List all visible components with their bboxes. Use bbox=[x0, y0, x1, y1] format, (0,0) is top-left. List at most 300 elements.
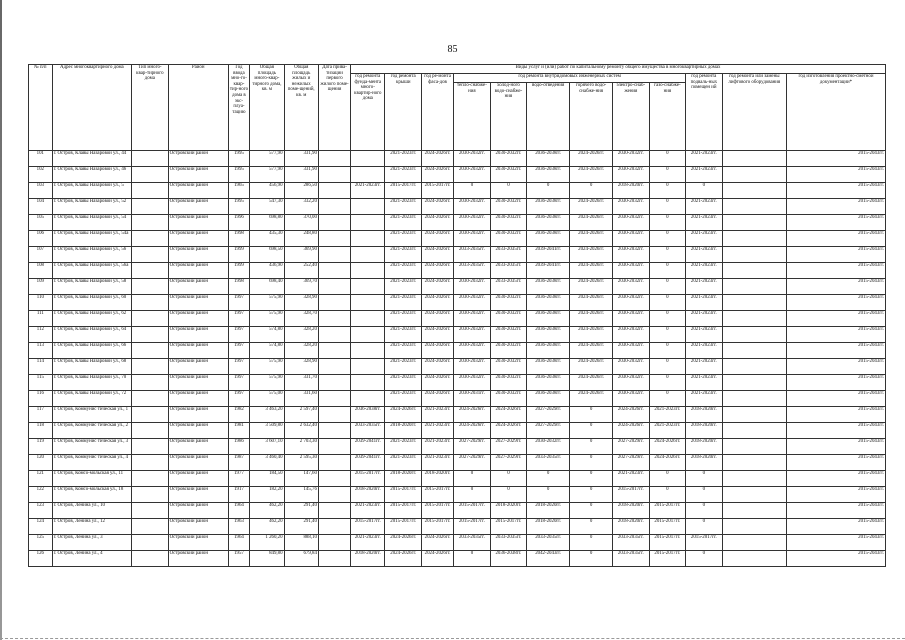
cell-cw: 2030-2032гг. bbox=[490, 167, 527, 183]
cell-n: 108 bbox=[29, 263, 53, 279]
cell-bas: 2021-2023гг. bbox=[686, 167, 723, 183]
cell-fac: 2024-2026гг. bbox=[421, 199, 453, 215]
cell-la: 331,60 bbox=[284, 391, 318, 407]
cell-type bbox=[132, 487, 169, 503]
cell-docs: 2015-2043гг. bbox=[787, 535, 886, 551]
cell-hw: 2024-2026гг. bbox=[570, 199, 613, 215]
cell-n: 105 bbox=[29, 215, 53, 231]
cell-dist: Островский район bbox=[168, 295, 228, 311]
cell-type bbox=[132, 183, 169, 199]
cell-fac: 2015-2017гг. bbox=[421, 183, 453, 199]
cell-fnd bbox=[351, 247, 385, 263]
cell-yb: 1999 bbox=[228, 263, 249, 279]
col-roof: год ремонта крыши bbox=[385, 74, 422, 151]
cell-la: 145,76 bbox=[284, 487, 318, 503]
cell-ta: 462,20 bbox=[250, 519, 284, 535]
cell-roof: 2021-2023гг. bbox=[385, 263, 422, 279]
cell-cw: 2030-2032гг. bbox=[490, 375, 527, 391]
cell-sew: 2036-2038гг. bbox=[527, 375, 570, 391]
cell-cw: 2030-2032гг. bbox=[490, 295, 527, 311]
cell-n: 116 bbox=[29, 391, 53, 407]
table-row bbox=[29, 503, 886, 519]
cell-gas: 0 bbox=[649, 327, 686, 343]
cell-hw: 2024-2026гг. bbox=[570, 343, 613, 359]
cell-bas: 0 bbox=[686, 551, 723, 567]
cell-lift bbox=[722, 423, 786, 439]
cell-la: 147,60 bbox=[284, 471, 318, 487]
cell-gas: 0 bbox=[649, 151, 686, 167]
cell-type bbox=[132, 343, 169, 359]
cell-lift bbox=[722, 327, 786, 343]
cell-addr: г. Остров, Клавы Назаровой ул., 52 bbox=[52, 199, 131, 215]
cell-fnd bbox=[351, 311, 385, 327]
cell-hw: 2024-2026гг. bbox=[570, 247, 613, 263]
col-type: Тип много-квар-тирного дома bbox=[132, 65, 169, 151]
cell-lift bbox=[722, 247, 786, 263]
cell-ta: 456,90 bbox=[250, 183, 284, 199]
cell-yb: 1957 bbox=[228, 551, 249, 567]
cell-la: 328,90 bbox=[284, 295, 318, 311]
cell-sew: 2036-2038гг. bbox=[527, 279, 570, 295]
cell-type bbox=[132, 551, 169, 567]
cell-el: 2018-2020гг. bbox=[613, 183, 650, 199]
cell-hw: 2024-2026гг. bbox=[570, 167, 613, 183]
cell-docs: 2015-2043гг. bbox=[787, 471, 886, 487]
cell-fnd bbox=[351, 343, 385, 359]
cell-gas: 0 bbox=[649, 215, 686, 231]
cell-bas: 2021-2023гг. bbox=[686, 391, 723, 407]
cell-fac: 2024-2026гг. bbox=[421, 311, 453, 327]
cell-cw: 0 bbox=[490, 183, 527, 199]
table-row bbox=[29, 471, 886, 487]
col-year-built: Год ввода мно-го-квар-тир-ного дома в экс-плуа-тацию bbox=[228, 65, 249, 151]
cell-gas: 0 bbox=[649, 183, 686, 199]
cell-bas: 2021-2023гг. bbox=[686, 375, 723, 391]
cell-pd bbox=[318, 215, 350, 231]
cell-docs: 2015-2043гг. bbox=[787, 439, 886, 455]
cell-yb: 1998 bbox=[228, 279, 249, 295]
cell-fac: 2021-2023гг. bbox=[421, 423, 453, 439]
cell-addr: г. Остров, Клавы Назаровой ул., 60 bbox=[52, 295, 131, 311]
cell-bas: 2021-2023гг. bbox=[686, 215, 723, 231]
cell-el: 2018-2020гг. bbox=[613, 503, 650, 519]
table-row bbox=[29, 183, 886, 199]
cell-bas: 2021-2023гг. bbox=[686, 199, 723, 215]
cell-gas: 0 bbox=[649, 471, 686, 487]
cell-n: 121 bbox=[29, 471, 53, 487]
cell-roof: 2015-2017гг. bbox=[385, 183, 422, 199]
cell-dist: Островский район bbox=[168, 455, 228, 471]
cell-fac: 2021-2023гг. bbox=[421, 407, 453, 423]
cell-cw: 0 bbox=[490, 471, 527, 487]
cell-gas: 2015-2017гг. bbox=[649, 551, 686, 567]
cell-heat: 2015-2017гг. bbox=[454, 519, 491, 535]
cell-la: 291,40 bbox=[284, 519, 318, 535]
cell-roof: 2021-2023гг. bbox=[385, 199, 422, 215]
cell-addr: г. Остров, Комсо-мольская ул., 11 bbox=[52, 471, 131, 487]
cell-cw: 2030-2032гг. bbox=[490, 327, 527, 343]
cell-bas: 2021-2023гг. bbox=[686, 295, 723, 311]
cell-fnd: 2015-2017гг. bbox=[351, 471, 385, 487]
cell-addr: г. Остров, Клавы Назаровой ул., 56а bbox=[52, 263, 131, 279]
table-row bbox=[29, 455, 886, 471]
cell-la: 2 597,40 bbox=[284, 407, 318, 423]
col-basement: год ремонта подваль-ных помещен ий bbox=[686, 74, 723, 151]
cell-cw: 2027-2029гг. bbox=[490, 439, 527, 455]
cell-dist: Островский район bbox=[168, 487, 228, 503]
cell-el: 2024-2026гг. bbox=[613, 423, 650, 439]
cell-addr: г. Остров, Ленина ул., 3 bbox=[52, 535, 131, 551]
cell-pd bbox=[318, 247, 350, 263]
cell-el: 2027-2029гг. bbox=[613, 455, 650, 471]
cell-yb: 1999 bbox=[228, 247, 249, 263]
cell-dist: Островский район bbox=[168, 359, 228, 375]
cell-addr: г. Остров, Коммунис тическая ул., 3 bbox=[52, 439, 131, 455]
cell-cw: 0 bbox=[490, 487, 527, 503]
cell-la: 248,80 bbox=[284, 231, 318, 247]
cell-addr: г. Остров, Клавы Назаровой ул., 66 bbox=[52, 343, 131, 359]
cell-cw: 2024-2026гг. bbox=[490, 423, 527, 439]
col-total-area: Общая площадь много-квар-тирного дома, кв. м bbox=[250, 65, 284, 151]
cell-yb: 1964 bbox=[228, 535, 249, 551]
cell-ta: 698,50 bbox=[250, 247, 284, 263]
cell-n: 103 bbox=[29, 183, 53, 199]
cell-addr: г. Остров, Клавы Назаровой ул., 54 bbox=[52, 215, 131, 231]
cell-fnd bbox=[351, 215, 385, 231]
cell-el: 2030-2032гг. bbox=[613, 343, 650, 359]
cell-lift bbox=[722, 231, 786, 247]
cell-sew: 2018-2020гг. bbox=[527, 519, 570, 535]
cell-roof: 2021-2023гг. bbox=[385, 439, 422, 455]
col-electric: электро-снаб-жения bbox=[613, 83, 650, 151]
cell-sew: 2033-2035гг. bbox=[527, 455, 570, 471]
cell-la: 332,20 bbox=[284, 199, 318, 215]
table-row bbox=[29, 247, 886, 263]
cell-yb: 1982 bbox=[228, 407, 249, 423]
cell-fac: 2015-2017гг. bbox=[421, 487, 453, 503]
cell-lift bbox=[722, 551, 786, 567]
cell-yb: 1965 bbox=[228, 183, 249, 199]
cell-dist: Островский район bbox=[168, 311, 228, 327]
cell-pd bbox=[318, 151, 350, 167]
cell-addr: г. Остров, Клавы Назаровой ул., 70 bbox=[52, 375, 131, 391]
cell-la: 252,40 bbox=[284, 263, 318, 279]
cell-heat: 2030-2032гг. bbox=[454, 311, 491, 327]
cell-lift bbox=[722, 439, 786, 455]
cell-heat: 2030-2032гг. bbox=[454, 231, 491, 247]
cell-addr: г. Остров, Клавы Назаровой ул., 44 bbox=[52, 151, 131, 167]
col-address: Адрес многоквартирного дома bbox=[52, 65, 131, 151]
cell-yb: 1987 bbox=[228, 455, 249, 471]
cell-docs: 2015-2043гг. bbox=[787, 487, 886, 503]
cell-heat: 2024-2026гг. bbox=[454, 423, 491, 439]
cell-el: 2030-2032гг. bbox=[613, 279, 650, 295]
cell-ta: 3 463,20 bbox=[250, 407, 284, 423]
cell-lift bbox=[722, 455, 786, 471]
cell-fnd: 2039-2041гг. bbox=[351, 439, 385, 455]
cell-dist: Островский район bbox=[168, 439, 228, 455]
cell-roof: 2018-2020гг. bbox=[385, 471, 422, 487]
cell-sew: 2039-2041гг. bbox=[527, 247, 570, 263]
col-heat: тепло-снабже-ния bbox=[454, 83, 491, 151]
col-gas: газо-снабже-ния bbox=[649, 83, 686, 151]
cell-bas: 0 bbox=[686, 183, 723, 199]
cell-bas: 0 bbox=[686, 471, 723, 487]
cell-hw: 2024-2026гг. bbox=[570, 231, 613, 247]
table-row bbox=[29, 199, 886, 215]
table-row bbox=[29, 263, 886, 279]
cell-cw: 2030-2032гг. bbox=[490, 231, 527, 247]
cell-hw: 0 bbox=[570, 471, 613, 487]
cell-yb: 1998 bbox=[228, 231, 249, 247]
cell-dist: Островский район bbox=[168, 503, 228, 519]
cell-bas: 2021-2023гг. bbox=[686, 151, 723, 167]
cell-docs: 2015-2043гг. bbox=[787, 503, 886, 519]
cell-fnd bbox=[351, 199, 385, 215]
cell-bas: 2018-2020гг. bbox=[686, 455, 723, 471]
cell-ta: 698,40 bbox=[250, 279, 284, 295]
cell-lift bbox=[722, 263, 786, 279]
cell-heat: 2015-2017гг. bbox=[454, 503, 491, 519]
cell-pd bbox=[318, 279, 350, 295]
cell-bas: 2021-2023гг. bbox=[686, 231, 723, 247]
cell-docs: 2015-2043гг. bbox=[787, 231, 886, 247]
cell-el: 2033-2035гг. bbox=[613, 551, 650, 567]
cell-fnd: 2018-2020гг. bbox=[351, 551, 385, 567]
cell-yb: 1997 bbox=[228, 359, 249, 375]
cell-roof: 2021-2023гг. bbox=[385, 295, 422, 311]
cell-yb: 1981 bbox=[228, 423, 249, 439]
cell-hw: 2024-2026гг. bbox=[570, 391, 613, 407]
cell-hw: 2024-2026гг. bbox=[570, 263, 613, 279]
cell-docs: 2015-2043гг. bbox=[787, 183, 886, 199]
cell-type bbox=[132, 279, 169, 295]
cell-la: 328,90 bbox=[284, 359, 318, 375]
cell-heat: 0 bbox=[454, 183, 491, 199]
col-hot-water: горячего водо-снабже-ния bbox=[570, 83, 613, 151]
cell-dist: Островский район bbox=[168, 375, 228, 391]
cell-ta: 3 460,40 bbox=[250, 455, 284, 471]
table-row bbox=[29, 279, 886, 295]
cell-cw: 2033-2035гг. bbox=[490, 279, 527, 295]
cell-fac: 2024-2026гг. bbox=[421, 375, 453, 391]
cell-fnd bbox=[351, 295, 385, 311]
cell-dist: Островский район bbox=[168, 279, 228, 295]
cell-lift bbox=[722, 407, 786, 423]
cell-docs: 2015-2043гг. bbox=[787, 455, 886, 471]
cell-fac: 2015-2017гг. bbox=[421, 503, 453, 519]
cell-el: 2030-2032гг. bbox=[613, 199, 650, 215]
cell-fac: 2024-2026гг. bbox=[421, 535, 453, 551]
cell-cw: 2033-2035гг. bbox=[490, 535, 527, 551]
cell-bas: 2021-2023гг. bbox=[686, 247, 723, 263]
cell-dist: Островский район bbox=[168, 199, 228, 215]
cell-ta: 575,90 bbox=[250, 359, 284, 375]
col-foundation: год ремонта фунда-мента много-квартир-ного дома bbox=[351, 74, 385, 151]
cell-la: 2 632,40 bbox=[284, 423, 318, 439]
cell-type bbox=[132, 295, 169, 311]
cell-hw: 2024-2026гг. bbox=[570, 215, 613, 231]
cell-n: 123 bbox=[29, 503, 53, 519]
cell-bas: 2021-2023гг. bbox=[686, 279, 723, 295]
cell-gas: 2024-2026гг. bbox=[649, 439, 686, 455]
cell-roof: 2024-2026гг. bbox=[385, 551, 422, 567]
cell-dist: Островский район bbox=[168, 535, 228, 551]
cell-roof: 2021-2023гг. bbox=[385, 327, 422, 343]
cell-dist: Островский район bbox=[168, 343, 228, 359]
col-privatization-date: Дата прива-тизации первого жилого поме-щения bbox=[318, 65, 350, 151]
cell-n: 109 bbox=[29, 279, 53, 295]
cell-fac: 2024-2026гг. bbox=[421, 359, 453, 375]
cell-lift bbox=[722, 311, 786, 327]
col-facade: год ре-монта фаса-дов bbox=[421, 74, 453, 151]
cell-sew: 2036-2038гг. bbox=[527, 199, 570, 215]
cell-ta: 849,80 bbox=[250, 551, 284, 567]
cell-bas: 0 bbox=[686, 519, 723, 535]
cell-el: 2030-2032гг. bbox=[613, 247, 650, 263]
cell-ta: 574,80 bbox=[250, 327, 284, 343]
cell-n: 120 bbox=[29, 455, 53, 471]
cell-addr: г. Остров, Клавы Назаровой ул., 5 bbox=[52, 183, 131, 199]
cell-fnd: 2033-2035гг. bbox=[351, 423, 385, 439]
cell-bas: 2021-2023гг. bbox=[686, 311, 723, 327]
cell-pd bbox=[318, 519, 350, 535]
cell-pd bbox=[318, 183, 350, 199]
cell-cw: 2033-2035гг. bbox=[490, 247, 527, 263]
cell-type bbox=[132, 439, 169, 455]
cell-roof: 2021-2023гг. bbox=[385, 215, 422, 231]
cell-fnd bbox=[351, 391, 385, 407]
cell-la: 328,70 bbox=[284, 311, 318, 327]
cell-heat: 2033-2035гг. bbox=[454, 263, 491, 279]
cell-sew: 2033-2035гг. bbox=[527, 535, 570, 551]
cell-addr: г. Остров, Клавы Назаровой ул., 54а bbox=[52, 231, 131, 247]
cell-lift bbox=[722, 487, 786, 503]
cell-type bbox=[132, 407, 169, 423]
cell-bas: 2021-2023гг. bbox=[686, 327, 723, 343]
cell-addr: г. Остров, Ленина ул., 4 bbox=[52, 551, 131, 567]
cell-type bbox=[132, 151, 169, 167]
cell-gas: 0 bbox=[649, 199, 686, 215]
cell-lift bbox=[722, 279, 786, 295]
cell-pd bbox=[318, 231, 350, 247]
cell-ta: 182,20 bbox=[250, 487, 284, 503]
cell-la: 331,90 bbox=[284, 151, 318, 167]
cell-el: 2018-2020гг. bbox=[613, 519, 650, 535]
cell-hw: 0 bbox=[570, 503, 613, 519]
cell-addr: г. Остров, Ленина ул., 12 bbox=[52, 519, 131, 535]
cell-cw: 2030-2032гг. bbox=[490, 391, 527, 407]
cell-pd bbox=[318, 423, 350, 439]
cell-sew: 2042-2043гг. bbox=[527, 551, 570, 567]
cell-la: 328,20 bbox=[284, 327, 318, 343]
cell-el: 2027-2029гг. bbox=[613, 439, 650, 455]
cell-ta: 3 607,10 bbox=[250, 439, 284, 455]
cell-cw: 2030-2032гг. bbox=[490, 343, 527, 359]
cell-heat: 2030-2032гг. bbox=[454, 343, 491, 359]
cell-hw: 2024-2026гг. bbox=[570, 151, 613, 167]
cell-sew: 2036-2038гг. bbox=[527, 327, 570, 343]
cell-type bbox=[132, 519, 169, 535]
cell-lift bbox=[722, 391, 786, 407]
cell-type bbox=[132, 359, 169, 375]
cell-docs: 2015-2043гг. bbox=[787, 263, 886, 279]
cell-yb: 1997 bbox=[228, 327, 249, 343]
cell-sew: 2036-2038гг. bbox=[527, 231, 570, 247]
cell-el: 2030-2032гг. bbox=[613, 391, 650, 407]
cell-fac: 2018-2020гг. bbox=[421, 471, 453, 487]
cell-lift bbox=[722, 375, 786, 391]
cell-hw: 0 bbox=[570, 407, 613, 423]
cell-docs: 2015-2043гг. bbox=[787, 407, 886, 423]
cell-dist: Островский район bbox=[168, 391, 228, 407]
cell-roof: 2021-2023гг. bbox=[385, 391, 422, 407]
cell-gas: 0 bbox=[649, 359, 686, 375]
cell-hw: 0 bbox=[570, 487, 613, 503]
cell-addr: г. Остров, Коммунис тическая ул., 1 bbox=[52, 407, 131, 423]
cell-hw: 0 bbox=[570, 183, 613, 199]
cell-fac: 2024-2026гг. bbox=[421, 263, 453, 279]
cell-ta: 575,90 bbox=[250, 295, 284, 311]
cell-sew: 2036-2038гг. bbox=[527, 295, 570, 311]
cell-n: 101 bbox=[29, 151, 53, 167]
cell-fac: 2024-2026гг. bbox=[421, 391, 453, 407]
cell-fac: 2024-2026гг. bbox=[421, 295, 453, 311]
cell-lift bbox=[722, 343, 786, 359]
cell-type bbox=[132, 535, 169, 551]
table-row bbox=[29, 487, 886, 503]
cell-ta: 462,20 bbox=[250, 503, 284, 519]
cell-fac: 2024-2026гг. bbox=[421, 167, 453, 183]
cell-lift bbox=[722, 215, 786, 231]
cell-fnd: 2039-2041гг. bbox=[351, 455, 385, 471]
table-row bbox=[29, 519, 886, 535]
cell-pd bbox=[318, 535, 350, 551]
cell-hw: 0 bbox=[570, 439, 613, 455]
cell-gas: 0 bbox=[649, 487, 686, 503]
cell-gas: 0 bbox=[649, 279, 686, 295]
cell-heat: 2027-2029гг. bbox=[454, 439, 491, 455]
col-living-area: Общая площадь жилых и нежилых поме-щений, кв. м bbox=[284, 65, 318, 151]
table-row bbox=[29, 327, 886, 343]
cell-sew: 0 bbox=[527, 487, 570, 503]
cell-fnd bbox=[351, 167, 385, 183]
cell-gas: 2015-2017гг. bbox=[649, 503, 686, 519]
cell-yb: 1917 bbox=[228, 487, 249, 503]
cell-docs: 2015-2043гг. bbox=[787, 551, 886, 567]
cell-fnd: 2036-2038гг. bbox=[351, 407, 385, 423]
cell-fac: 2024-2026гг. bbox=[421, 279, 453, 295]
cell-n: 118 bbox=[29, 423, 53, 439]
cell-pd bbox=[318, 295, 350, 311]
cell-el: 2030-2032гг. bbox=[613, 167, 650, 183]
cell-type bbox=[132, 503, 169, 519]
cell-bas: 2015-2017гг. bbox=[686, 535, 723, 551]
table-row bbox=[29, 359, 886, 375]
cell-cw: 2027-2029гг. bbox=[490, 455, 527, 471]
cell-cw: 2030-2032гг. bbox=[490, 311, 527, 327]
cell-ta: 575,90 bbox=[250, 311, 284, 327]
cell-ta: 698,80 bbox=[250, 215, 284, 231]
cell-el: 2030-2032гг. bbox=[613, 311, 650, 327]
cell-gas: 2021-2023гг. bbox=[649, 423, 686, 439]
cell-n: 117 bbox=[29, 407, 53, 423]
cell-cw: 2030-2032гг. bbox=[490, 199, 527, 215]
cell-el: 2030-2032гг. bbox=[613, 263, 650, 279]
cell-sew: 2036-2038гг. bbox=[527, 167, 570, 183]
cell-type bbox=[132, 215, 169, 231]
cell-heat: 2027-2029гг. bbox=[454, 455, 491, 471]
